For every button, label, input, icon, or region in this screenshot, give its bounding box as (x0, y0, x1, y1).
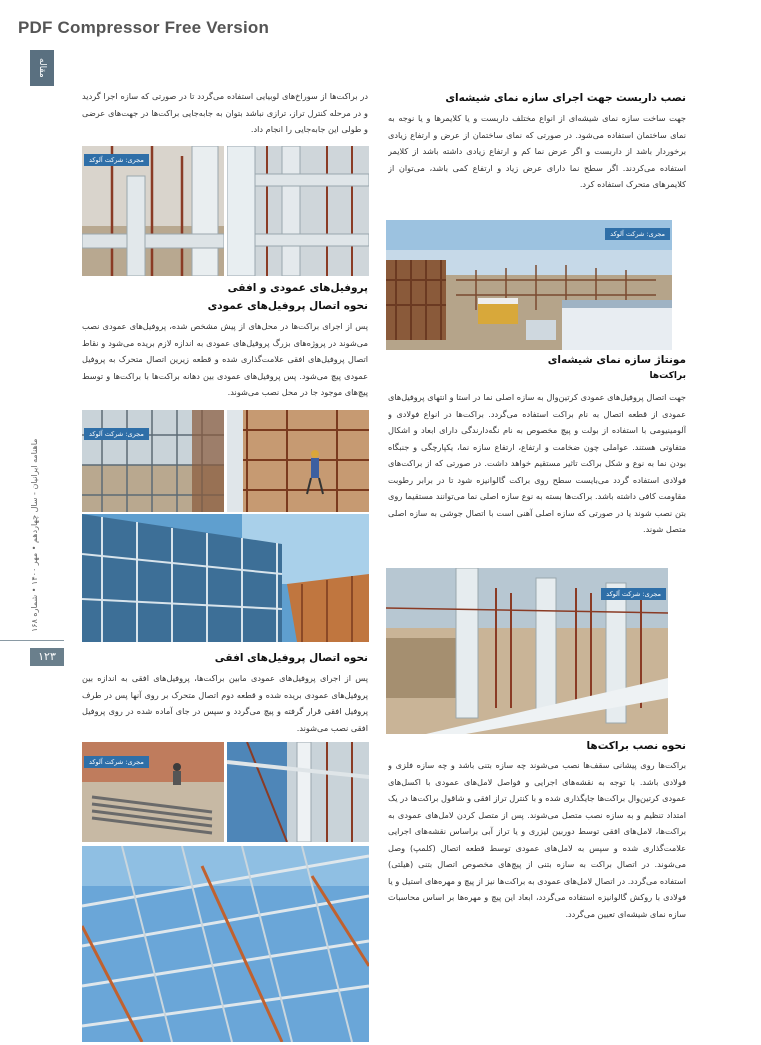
paragraph-brackets: جهت اتصال پروفیل‌های عمودی کرتین‌وال به سازه اصلی نما در استا و انتهای پروفیل‌های عمودی از قطعه اتصال به نام براکت استفاده می‌گردد. براکت‌ها در انواع فولادی و آلومینیومی با استفاده از بولت و پیچ مخصوص به نام نگه‌دارندگی دارای ابعاد و اشکال متفاوتی هستند. عواملی چون ضخامت و ارتفاع، ارتفاع سازه نما، یکپارچگی و جنبگاه بودن نما به نوع و شکل براکت تاثیر مستقیم خواهد داشت. در صورتی که از براکت‌های فولادی استفاده گردد می‌بایست سطح روی براکت گالوانیزه شود تا در برابر رطوبت مقاومت کافی داشته باشد. براکت‌ها بسته به نوع سازه اصلی نما می‌توانند مستقیما روی بتن نصب شوند یا در صورتی که سازه اصلی آهنی است با اتصال جوشی به سازه اصلی متصل شوند. (388, 392, 686, 534)
photo-frame-closeup (227, 742, 369, 842)
heading-vertical-connection: نحوه اتصال پروفیل‌های عمودی (207, 300, 368, 312)
photo-material-stack (82, 742, 224, 842)
paragraph-scaffolding: جهت ساخت سازه نمای شیشه‌ای از انواع مختلف داربست و یا کلایمرها و یا نوجه به نمای ساختمان استفاده می‌شود. در صورتی که نمای ساختمان از عرض و ارتفاع زیادی برخوردار باشد از داربست و اگر عرض نما کم و ارتفاع زیادی داشته باشد از کلایمر استفاده می‌کردند. اگر سطح نما دارای عرض زیاد و ارتفاع کمی باشد، می‌توان از کلایمرهای متحرک استفاده کرد. (388, 113, 686, 189)
photo-credit: مجری: شرکت آلوکد (601, 588, 666, 600)
photo-worker-scaffold (227, 410, 369, 512)
photo-roof-structure (82, 846, 369, 1042)
heading-horizontal-connection: نحوه اتصال پروفیل‌های افقی (214, 652, 368, 664)
photo-credit: مجری: شرکت آلوکد (84, 428, 149, 440)
watermark: PDF Compressor Free Version (18, 18, 270, 37)
section-tab: مقاله (30, 50, 54, 86)
photo-scaffold-grid (82, 410, 224, 512)
photo-vertical-profiles (386, 568, 668, 734)
photo-credit: مجری: شرکت آلوکد (605, 228, 670, 240)
paragraph-bracket-installation: براکت‌ها روی پیشانی سقف‌ها نصب می‌شوند چه سازه بتنی باشد و چه سازه فلزی و فولادی باشد. با توجه به نقشه‌های اجرایی و فواصل لامل‌های عمودی با اکسل‌های عمودی کرتین‌وال براکت‌ها جایگذاری شده و با کنترل تراز افقی و شاقول براکت‌ها در یک امتداد تنظیم و به سازه نصب متصل می‌شوند. پس از متصل کردن لامل‌های عمودی به براکت‌ها، لامل‌های افقی توسط دوربین لیزری و یا تراز آبی براساس نقشه‌های اجرایی علامت‌گذاری شده و سپس به لامل‌های عمودی توسط قطعه اتصال (کلمپ) وصل می‌شوند. در اتصال براکت به سازه بتنی از پیچ‌های مخصوص اتصال بتنی (هیلتی) استفاده می‌گردد. در اتصال لامل‌های عمودی به براکت‌ها نیز از پیچ و مهره‌های استیل و یا فولادی با روکش گالوانیزه استفاده می‌گردد، ابعاد این پیچ و مهره‌ها بر اساس محاسبات سازه نمای شیشه‌ای تعیین می‌گردد. (388, 760, 686, 919)
heading-assembly: مونتاژ سازه نمای شیشه‌ای (547, 354, 686, 366)
heading-bracket-installation: نحوه نصب براکت‌ها (586, 740, 686, 752)
photo-steel-frame-left (82, 146, 224, 276)
heading-scaffolding: نصب داربست جهت اجرای سازه نمای شیشه‌ای (445, 92, 686, 104)
heading-profiles: پروفیل‌های عمودی و افقی (227, 282, 368, 294)
photo-credit: مجری: شرکت آلوکد (84, 756, 149, 768)
paragraph-horizontal-connection: پس از اجرای پروفیل‌های عمودی مابین براکت‌ها، پروفیل‌های افقی به اندازه بین پروفیل‌های عمودی بریده شده و قطعه دوم اتصال متحرک بر روی آنها پس در طرف پروفیل افقی قرار گرفته و پیچ می‌گردد و سپس در جای آماده شده در روی پروفیل افقی نصب می‌شوند. (82, 673, 368, 733)
page-number: ۱۲۳ (30, 648, 64, 666)
photo-glass-curtain-wall (82, 514, 369, 642)
photo-credit: مجری: شرکت آلوکد (84, 154, 149, 166)
photo-construction-site (386, 220, 672, 350)
journal-info: ماهنامه ایرانیان - سال چهاردهم • مهر ۱۴۰۰ • شماره ۱۶۸ (30, 438, 39, 632)
photo-steel-frame-right (227, 146, 369, 276)
paragraph-slotted-holes: در براکت‌ها از سوراخ‌های لوبیایی استفاده می‌گردد تا در صورتی که سازه اجرا گردید و در مرحله کنترل تراز، ترازی نباشد بتوان به جابه‌جایی براکت‌ها در جهت‌های عرضی و طولی این جابه‌جایی را انجام داد. (82, 91, 368, 134)
subheading-brackets: براکت‌ها (649, 371, 686, 381)
paragraph-vertical-connection: پس از اجرای براکت‌ها در محل‌های از پیش مشخص شده، پروفیل‌های عمودی نصب می‌شوند در پروژه‌های بزرگ پروفیل‌های عمودی به اندازه لازم بریده می‌شود و نقاط اتصال پروفیل‌های افقی علامت‌گذاری شده و قطعه زیرین اتصال متحرک به پروفیل عمودی پیچ می‌شود. پس پروفیل‌های عمودی بین دهانه براکت‌ها با براکت‌ها و توسط پیچ‌های موجود جا در محل نصب می‌شوند. (82, 321, 368, 397)
divider (0, 640, 64, 641)
